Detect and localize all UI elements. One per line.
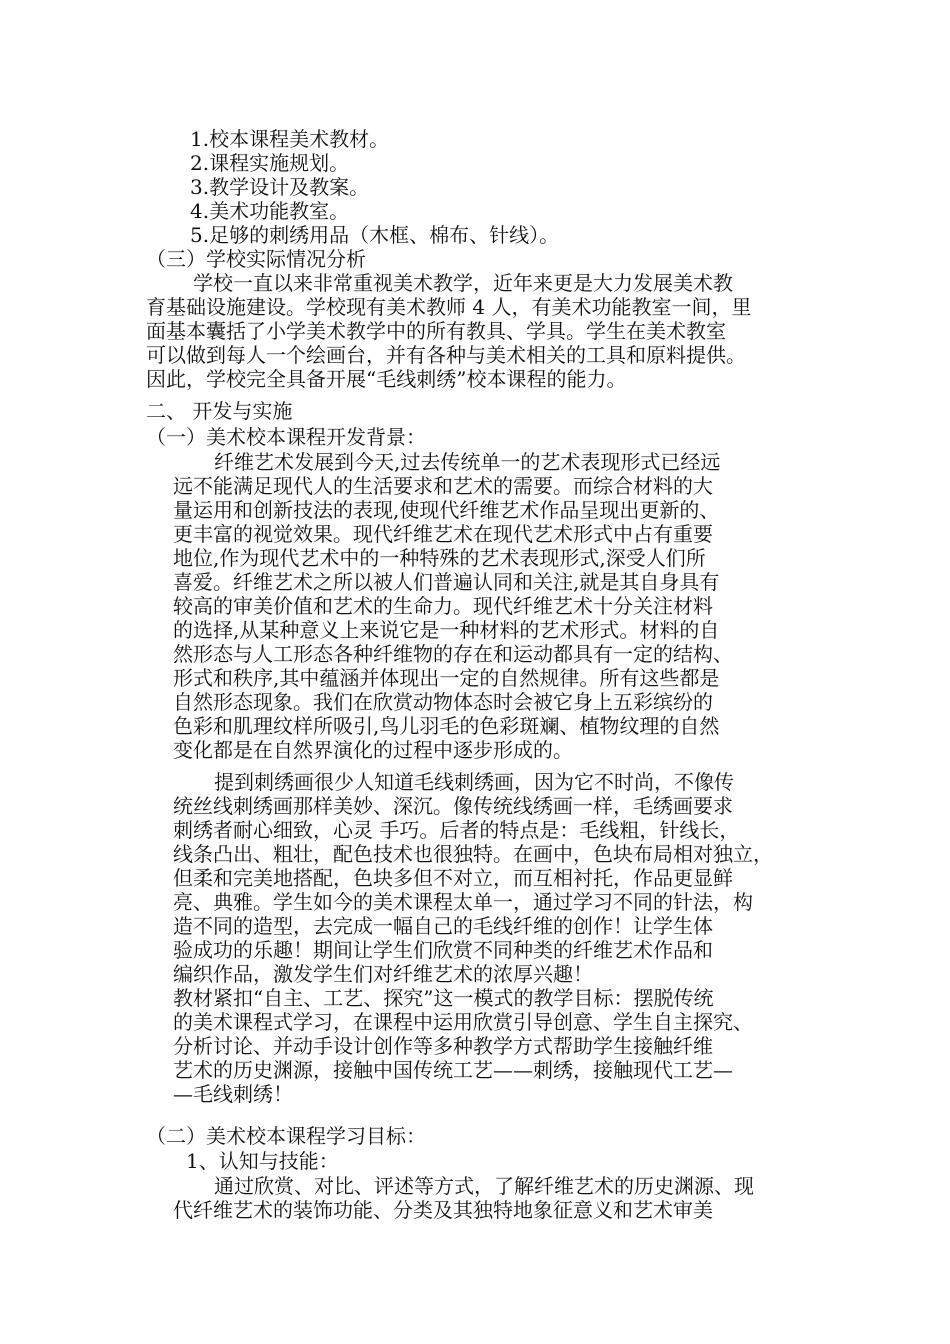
section-heading: （三）学校实际情况分析	[146, 247, 366, 271]
paragraph-line: 地位,作为现代艺术中的一种特殊的艺术表现形式,深受人们所	[173, 546, 706, 570]
requirement-item: 2.课程实施规划。	[190, 151, 350, 175]
paragraph-line: 自然形态现象。我们在欣赏动物体态时会被它身上五彩缤纷的	[173, 690, 713, 714]
paragraph-line: 编织作品，激发学生们对纤维艺术的浓厚兴趣！	[173, 962, 593, 986]
paragraph-line: 喜爱。纤维艺术之所以被人们普遍认同和关注,就是其自身具有	[173, 570, 720, 594]
paragraph-line: 的美术课程式学习，在课程中运用欣赏引导创意、学生自主探究、	[173, 1010, 753, 1034]
paragraph-line: 远不能满足现代人的生活要求和艺术的需要。而综合材料的大	[173, 474, 713, 498]
paragraph-line: 通过欣赏、对比、评述等方式，了解纤维艺术的历史渊源、现	[214, 1174, 754, 1198]
paragraph-line: 的选择,从某种意义上来说它是一种材料的艺术形式。材料的自	[173, 618, 720, 642]
paragraph-line: 变化都是在自然界演化的过程中逐步形成的。	[173, 738, 573, 762]
paragraph-line: 分析讨论、并动手设计创作等多种教学方式帮助学生接触纤维	[173, 1034, 713, 1058]
paragraph-line: 可以做到每人一个绘画台，并有各种与美术相关的工具和原料提供。	[146, 343, 746, 367]
paragraph-line: 量运用和创新技法的表现,使现代纤维艺术作品呈现出更新的、	[173, 498, 720, 522]
requirement-item: 5.足够的刺绣用品（木框、棉布、针线）。	[190, 223, 560, 247]
paragraph-line: 育基础设施建设。学校现有美术教师 4 人，有美术功能教室一间，里	[146, 295, 752, 319]
paragraph-line: 纤维艺术发展到今天,过去传统单一的艺术表现形式已经远	[214, 450, 721, 474]
paragraph-line: 但柔和完美地搭配，色块多但不对立，而互相衬托，作品更显鲜	[173, 866, 733, 890]
paragraph-line: 色彩和肌理纹样所吸引,鸟儿羽毛的色彩斑斓、植物纹理的自然	[173, 714, 720, 738]
paragraph-line: 因此，学校完全具备开展“毛线刺绣”校本课程的能力。	[146, 367, 627, 391]
paragraph-line: 造不同的造型，去完成一幅自己的毛线纤维的创作！让学生体	[173, 914, 713, 938]
paragraph-line: —毛线刺绣！	[173, 1082, 293, 1106]
requirement-item: 3.教学设计及教案。	[190, 175, 370, 199]
paragraph-line: 刺绣者耐心细致，心灵 手巧。后者的特点是：毛线粗，针线长，	[173, 818, 740, 842]
paragraph-line: 较高的审美价值和艺术的生命力。现代纤维艺术十分关注材料	[173, 594, 713, 618]
requirement-item: 4.美术功能教室。	[190, 199, 350, 223]
goal-heading: 1、认知与技能：	[186, 1149, 339, 1173]
paragraph-line: 然形态与人工形态各种纤维物的存在和运动都具有一定的结构、	[173, 642, 733, 666]
paragraph-line: 教材紧扣“自主、工艺、探究”这一模式的教学目标：摆脱传统	[173, 986, 714, 1010]
paragraph-line: 形式和秩序,其中蕴涵并体现出一定的自然规律。所有这些都是	[173, 666, 720, 690]
paragraph-line: 面基本囊括了小学美术教学中的所有教具、学具。学生在美术教室	[146, 319, 726, 343]
paragraph-line: 更丰富的视觉效果。现代纤维艺术在现代艺术形式中占有重要	[173, 522, 713, 546]
paragraph-line: 亮、典雅。学生如今的美术课程太单一，通过学习不同的针法，构	[173, 890, 753, 914]
paragraph-line: 统丝线刺绣画那样美妙、深沉。像传统线绣画一样，毛绣画要求	[173, 794, 733, 818]
paragraph-line: 艺术的历史渊源，接触中国传统工艺——刺绣，接触现代工艺—	[173, 1058, 733, 1082]
subsection-heading: （一）美术校本课程开发背景：	[146, 425, 426, 449]
requirement-item: 1.校本课程美术教材。	[190, 127, 390, 151]
paragraph-line: 提到刺绣画很少人知道毛线刺绣画，因为它不时尚，不像传	[214, 770, 734, 794]
part-heading: 二、 开发与实施	[146, 399, 293, 423]
subsection-heading: （二）美术校本课程学习目标：	[146, 1124, 426, 1148]
paragraph-line: 代纤维艺术的装饰功能、分类及其独特地象征意义和艺术审美	[173, 1198, 713, 1222]
paragraph-line: 线条凸出、粗壮，配色技术也很独特。在画中，色块布局相对独立，	[173, 842, 773, 866]
paragraph-line: 学校一直以来非常重视美术教学，近年来更是大力发展美术教	[193, 271, 733, 295]
paragraph-line: 验成功的乐趣！期间让学生们欣赏不同种类的纤维艺术作品和	[173, 938, 713, 962]
